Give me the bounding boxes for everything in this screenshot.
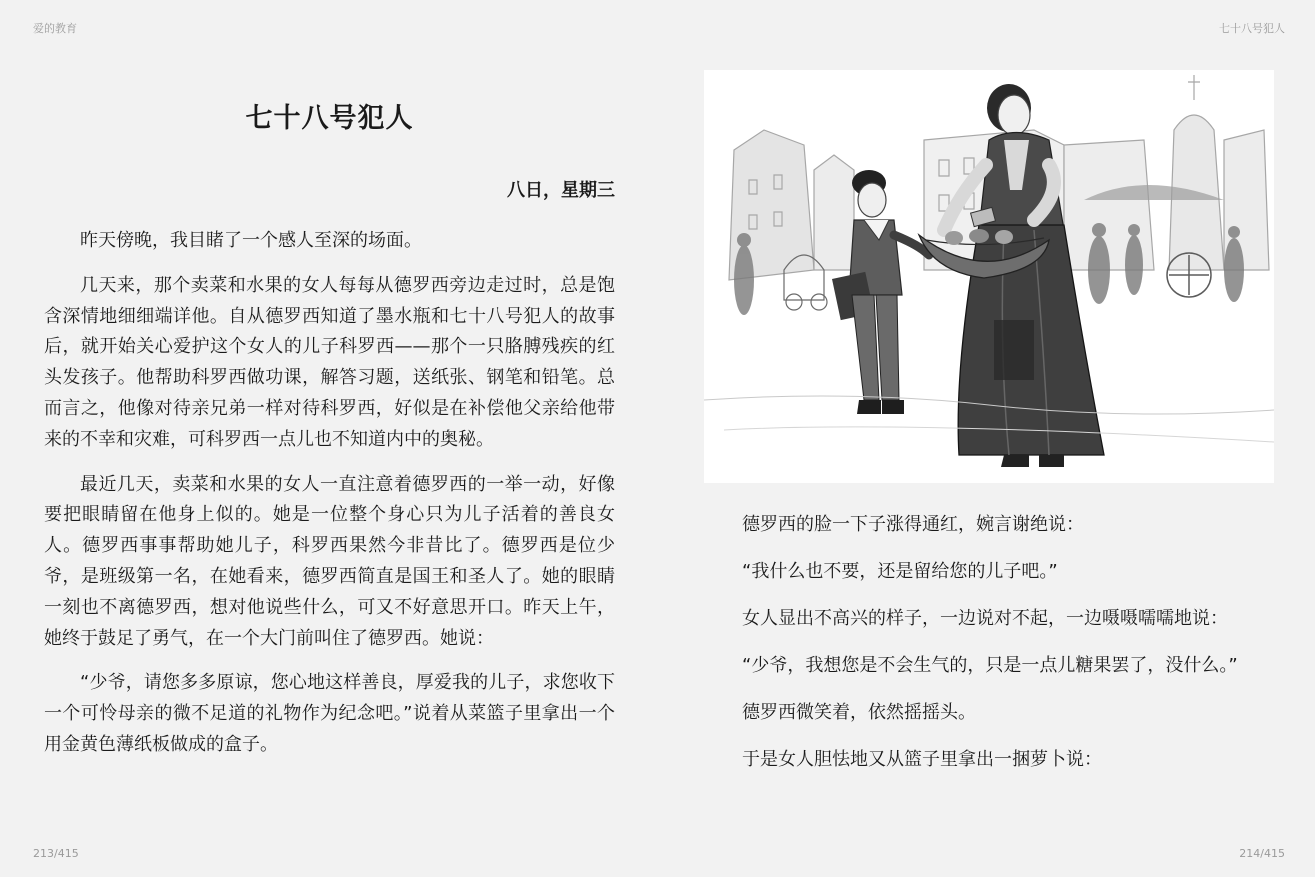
- illustration-image: [704, 70, 1274, 483]
- paragraph: “我什么也不要，还是留给您的儿子吧。”: [742, 561, 1058, 582]
- woman-and-boy-sketch-icon: [704, 70, 1274, 483]
- paragraph: 德罗西微笑着，依然摇摇头。: [742, 702, 976, 723]
- right-page: [742, 510, 1282, 792]
- paragraph: 女人显出不高兴的样子，一边说对不起，一边嗫嗫嚅嚅地说：: [742, 608, 1228, 629]
- paragraph: 昨天傍晚，我目睹了一个感人至深的场面。: [80, 230, 422, 251]
- chapter-title-header: 七十八号犯人: [1219, 22, 1285, 35]
- paragraph: “少爷，我想您是不会生气的，只是一点儿糖果罢了，没什么。”: [742, 655, 1238, 676]
- page-number-left: 213/415: [33, 847, 79, 860]
- paragraph: 于是女人胆怯地又从篮子里拿出一捆萝卜说：: [742, 749, 1102, 770]
- paragraph: 最近几天，卖菜和水果的女人一直注意着德罗西的一举一动，好像要把眼睛留在他身上似的。她是一位整个身心只为儿子活着的善良女人。德罗西事事帮助她儿子，科罗西果然今非昔比了。德罗西是位少爷，是班级第一名，在她看来，德罗西简直是国王和圣人了。她的眼睛一刻也不离德罗西，想对他说些什么，可又不好意思开口。昨天上午，她终于鼓足了勇气，在一个大门前叫住了德罗西。她说：: [44, 473, 615, 649]
- date-line: 八日，星期三: [507, 180, 615, 201]
- book-title-header: 爱的教育: [33, 22, 77, 35]
- page-number-right: 214/415: [1239, 847, 1285, 860]
- left-page: [44, 96, 615, 775]
- paragraph: “少爷，请您多多原谅，您心地这样善良，厚爱我的儿子，求您收下一个可怜母亲的微不足道的礼物作为纪念吧。”说着从菜篮子里拿出一个用金黄色薄纸板做成的盒子。: [44, 672, 615, 755]
- paragraph: 德罗西的脸一下子涨得通红，婉言谢绝说：: [742, 514, 1084, 535]
- paragraph: 几天来，那个卖菜和水果的女人每每从德罗西旁边走过时，总是饱含深情地细细端详他。自从德罗西知道了墨水瓶和七十八号犯人的故事后，就开始关心爱护这个女人的儿子科罗西——那个一只胳膊残疾的红头发孩子。他帮助科罗西做功课，解答习题，送纸张、钢笔和铅笔。总而言之，他像对待亲兄弟一样对待科罗西，好似是在补偿他父亲给他带来的不幸和灾难，可科罗西一点儿也不知道内中的奥秘。: [44, 274, 615, 450]
- chapter-title: 七十八号犯人: [245, 103, 414, 134]
